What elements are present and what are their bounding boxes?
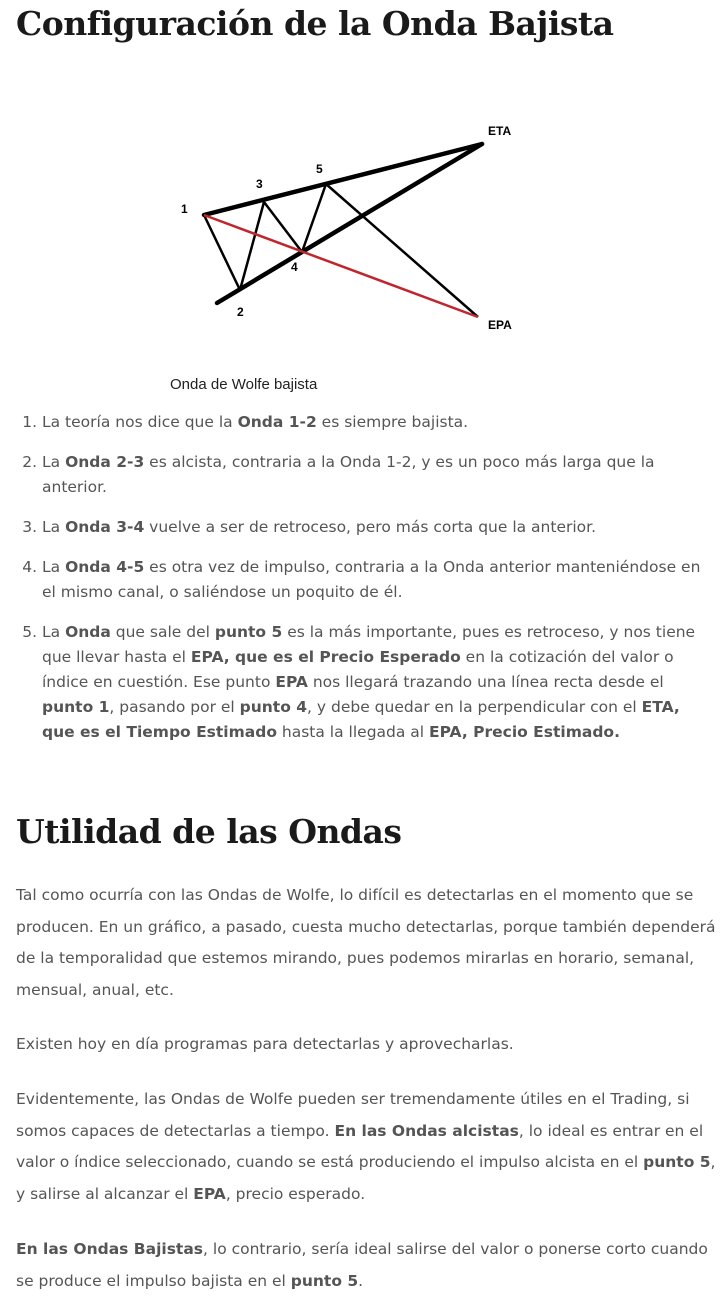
list-text: es la más importante, pues es retroceso, y nos tiene que llevar hasta el: [42, 623, 696, 666]
list-text: vuelve a ser de retroceso, pero más corta que la anterior.: [144, 518, 597, 536]
section-title-configuracion: Configuración de la Onda Bajista: [16, 4, 614, 43]
list-bold-text: EPA: [275, 673, 308, 691]
label-point-1: 1: [181, 202, 188, 216]
lower-channel-line: [217, 144, 482, 303]
list-bold-text: Onda: [65, 623, 111, 641]
list-text: hasta la llegada al: [276, 723, 430, 741]
list-bold-text: Onda 3-4: [65, 518, 145, 536]
list-bold-text: Onda 1-2: [237, 413, 317, 431]
list-text: es otra vez de impulso, contraria a la Onda anterior manteniéndose en el mismo canal, o saliéndose un poquito de él.: [42, 558, 701, 601]
list-text: , y debe quedar en la perpendicular con el: [307, 698, 642, 716]
list-item: [42, 410, 716, 435]
list-text: La: [42, 518, 66, 536]
list-bold-text: ETA, que es el Tiempo Estimado: [42, 698, 680, 741]
paragraph-text: , lo contrario, sería ideal salirse del valor o ponerse corto cuando se produce el impulso bajista en el: [16, 1240, 708, 1290]
list-text: es siempre bajista.: [316, 413, 469, 431]
wolfe-wave-figure: [160, 110, 540, 400]
paragraph-bold-text: punto 5: [643, 1153, 711, 1171]
paragraph-text: , lo ideal es entrar en el valor o índice seleccionado, cuando se está produciendo el impulso alcista en el: [16, 1121, 704, 1171]
list-text: que sale del: [110, 623, 215, 641]
list-bold-text: EPA, que es el Precio Esperado: [190, 648, 461, 666]
list-item: [42, 450, 716, 500]
paragraph-text: Evidentemente, las Ondas de Wolfe pueden ser tremendamente útiles en el Trading, si somos capaces de detectarlas a tiempo.: [16, 1090, 690, 1140]
list-item: [42, 555, 716, 605]
label-epa: EPA: [488, 318, 512, 332]
label-point-5: 5: [316, 162, 323, 176]
list-bold-text: EPA, Precio Estimado.: [429, 723, 620, 741]
list-bold-text: Onda 4-5: [65, 558, 145, 576]
section-title-utilidad: Utilidad de las Ondas: [16, 812, 402, 851]
list-text: en la cotización del valor o índice en cuestión. Ese punto: [42, 648, 674, 691]
label-point-4: 4: [291, 260, 298, 274]
list-bold-text: punto 5: [214, 623, 283, 641]
paragraph: [16, 880, 720, 1006]
paragraph-bold-text: EPA: [193, 1184, 226, 1203]
list-text: La: [42, 623, 66, 641]
wolfe-wave-diagram: [160, 110, 540, 370]
paragraph-text: .: [358, 1271, 364, 1290]
paragraph-bold-text: punto 5: [290, 1271, 359, 1290]
paragraph-bold-text: En las Ondas alcistas: [334, 1121, 519, 1140]
paragraph-text: Existen hoy en día programas para detectarlas y aprovecharlas.: [16, 1035, 514, 1053]
list-item: [42, 620, 716, 745]
label-point-2: 2: [237, 305, 244, 319]
paragraph: [16, 1084, 720, 1210]
list-text: es alcista, contraria a la Onda 1-2, y es un poco más larga que la anterior.: [42, 453, 655, 496]
list-text: La: [42, 558, 66, 576]
upper-channel-line: [204, 144, 482, 215]
list-bold-text: punto 1: [42, 698, 110, 716]
paragraph-text: , y salirse al alcanzar el: [16, 1153, 716, 1203]
figure-caption: Onda de Wolfe bajista: [170, 376, 318, 393]
list-item: [42, 515, 716, 540]
list-text: nos llegará trazando una línea recta desde el: [307, 673, 664, 691]
paragraph-text: , precio esperado.: [225, 1184, 366, 1203]
list-text: La: [42, 453, 66, 471]
paragraph: [16, 1029, 720, 1061]
wave-5-epa: [326, 184, 478, 317]
wave-steps-list: [0, 410, 716, 760]
list-text: La teoría nos dice que la: [42, 413, 238, 431]
label-eta: ETA: [488, 124, 512, 138]
paragraph-text: Tal como ocurría con las Ondas de Wolfe, lo difícil es detectarlas en el momento que se producen. En un gráfico, a pasado, cuesta mucho detectarlas, porque también dependerá de la temporalidad que estemos mirando, pues podemos mirarlas en horario, semanal, mensual, anual, etc.: [16, 886, 716, 999]
list-bold-text: punto 4: [239, 698, 308, 716]
list-bold-text: Onda 2-3: [65, 453, 145, 471]
paragraph: [16, 1234, 720, 1297]
list-text: , pasando por el: [109, 698, 240, 716]
label-point-3: 3: [256, 177, 263, 191]
paragraph-bold-text: En las Ondas Bajistas: [16, 1240, 204, 1258]
